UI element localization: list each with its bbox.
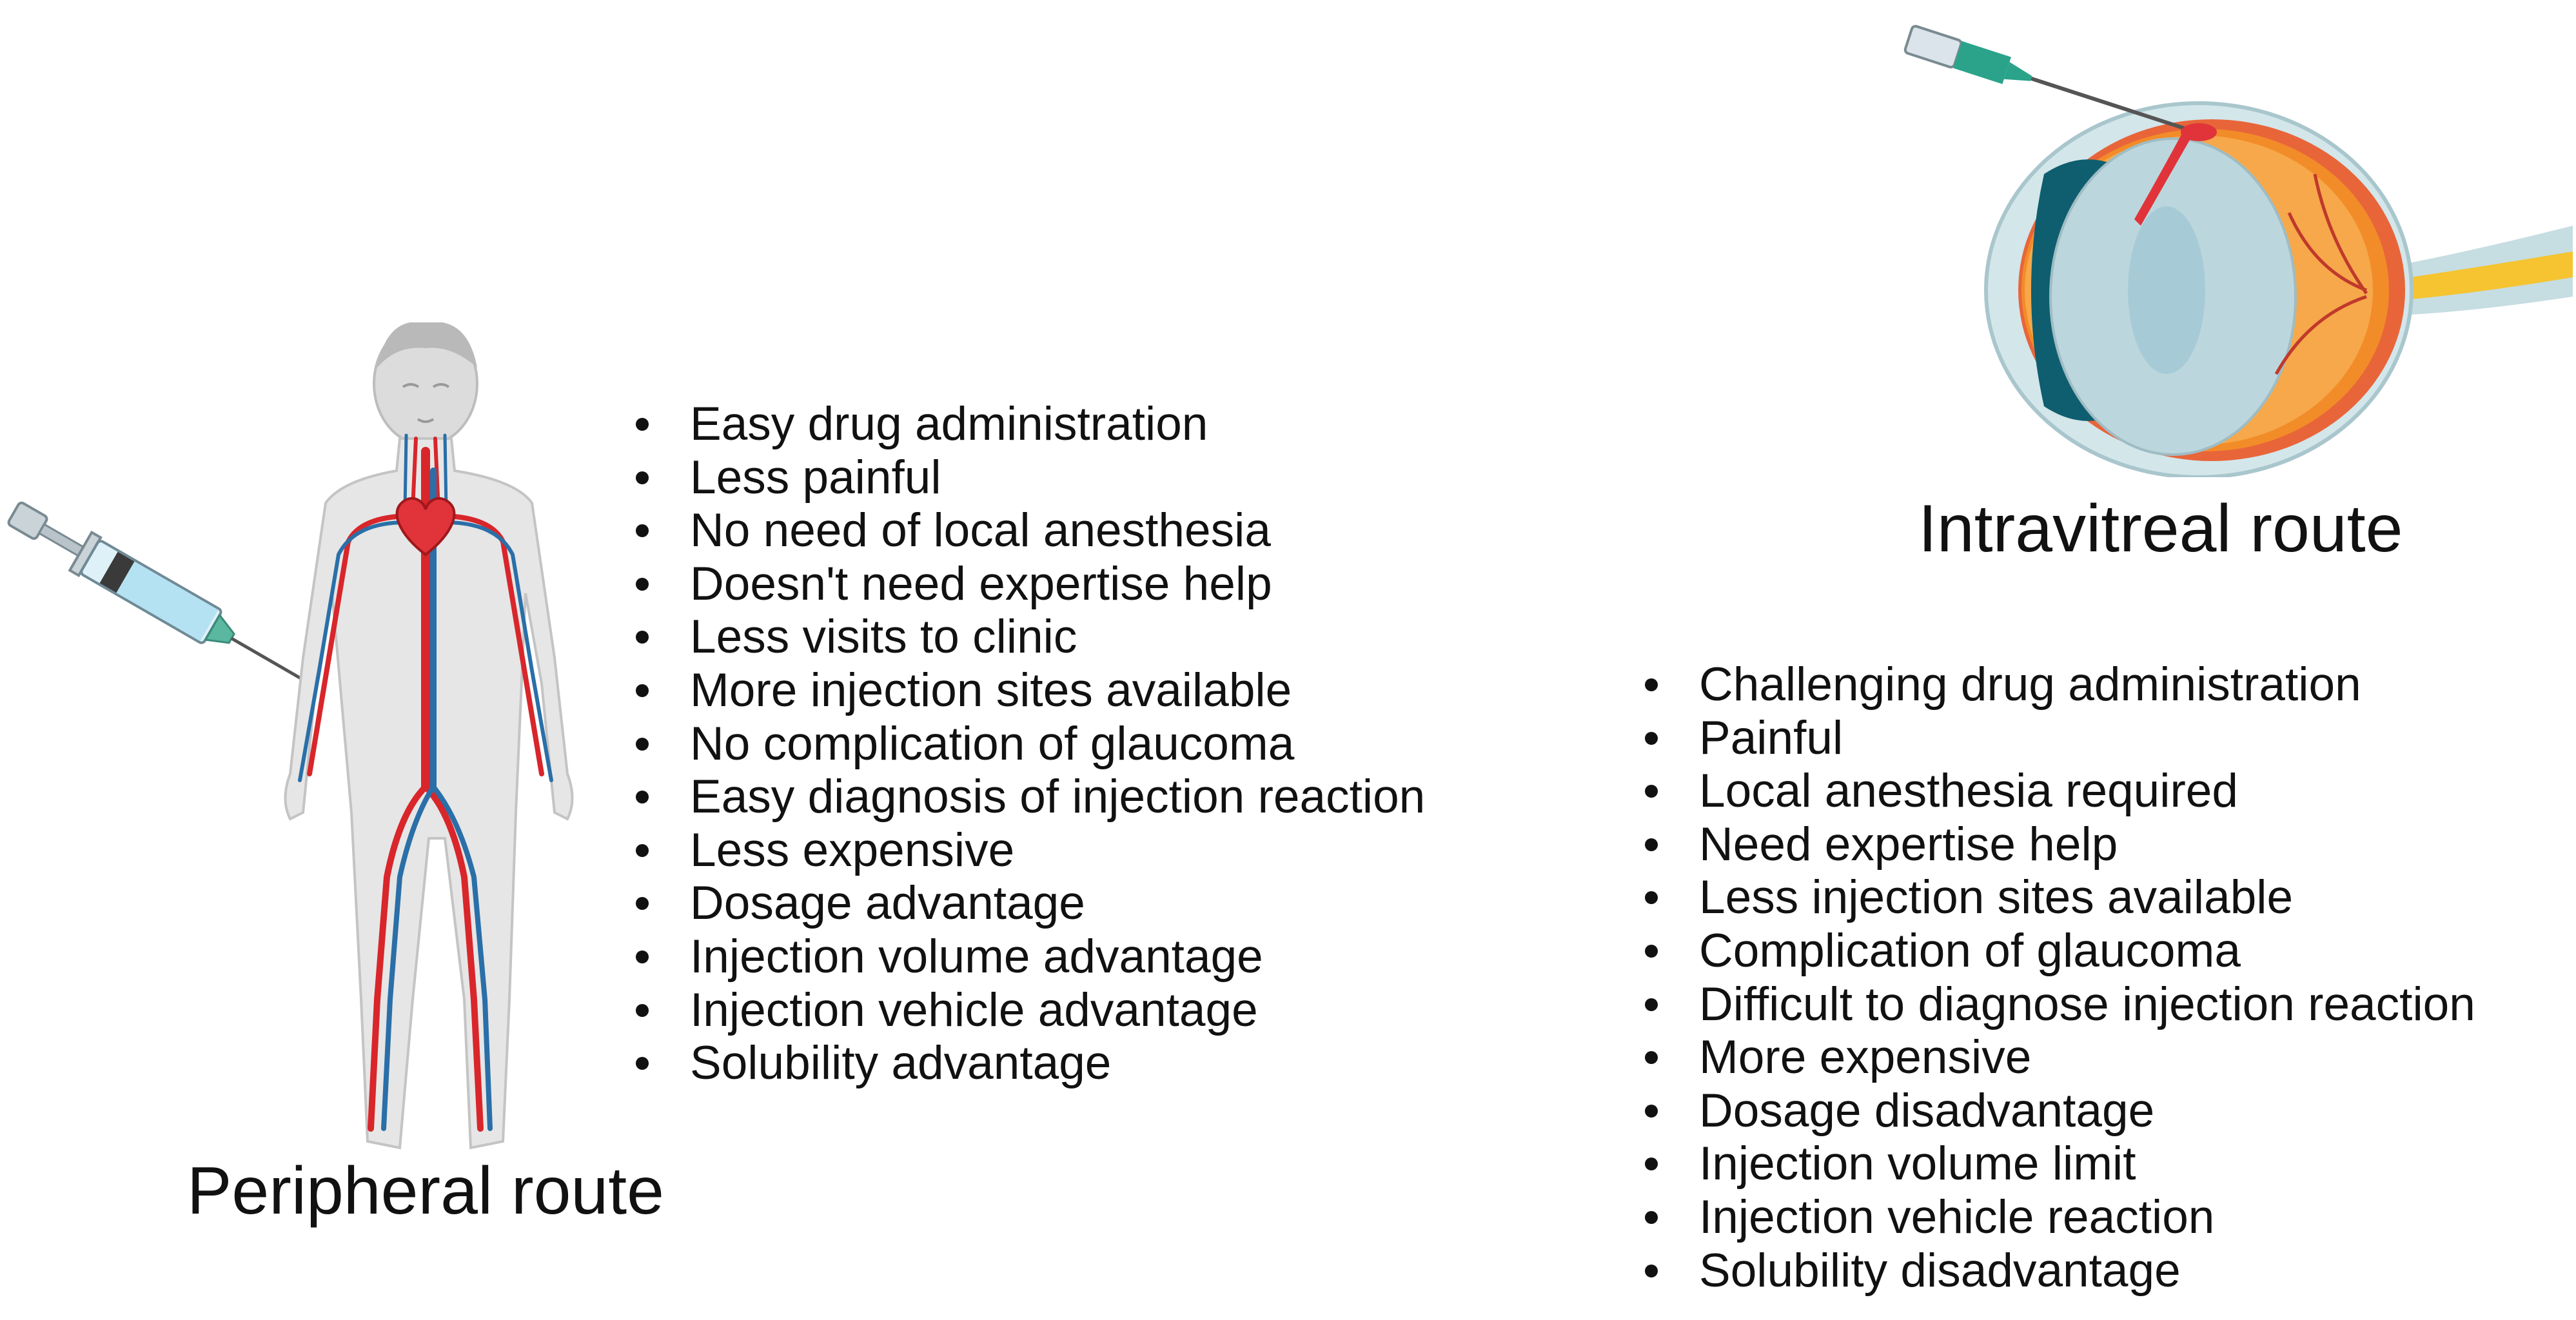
list-item: Local anesthesia required [1641,765,2475,818]
list-item: No complication of glaucoma [632,718,1425,771]
bullet [1645,945,1658,958]
bullet [636,897,649,910]
list-item: Solubility advantage [632,1037,1425,1090]
bullet [1645,1105,1658,1118]
list-item: Dosage advantage [632,877,1425,931]
bullet [636,951,649,963]
list-item: Dosage disadvantage [1641,1085,2475,1138]
intravitreal-route-points [1641,658,2475,1297]
bullet [1645,678,1658,691]
list-item: Injection vehicle advantage [632,984,1425,1038]
bullet [636,524,649,537]
list-item: More expensive [1641,1031,2475,1085]
bullet [636,738,649,751]
bullet [1645,1211,1658,1224]
list-item: Injection volume limit [1641,1138,2475,1191]
list-item: Difficult to diagnose injection reaction [1641,978,2475,1032]
bullet [636,418,649,431]
bullet [636,1057,649,1070]
list-item: Painful [1641,712,2475,765]
human-body-illustration [0,322,619,1161]
bullet [1645,1051,1658,1064]
bullet [636,578,649,591]
list-item: Doesn't need expertise help [632,558,1425,611]
bullet [636,844,649,857]
bullet [1645,998,1658,1011]
bullet [1645,1265,1658,1277]
list-item: Less painful [632,451,1425,505]
list-item: Less visits to clinic [632,611,1425,664]
bullet [1645,891,1658,904]
bullet [1645,785,1658,798]
list-item: Easy diagnosis of injection reaction [632,771,1425,824]
bullet [1645,1157,1658,1170]
list-item: Need expertise help [1641,818,2475,872]
list-item: Less injection sites available [1641,871,2475,925]
syringe-icon [3,494,320,703]
bullet [636,1004,649,1017]
bullet [1645,838,1658,851]
peripheral-route-points [632,398,1425,1090]
list-item: Complication of glaucoma [1641,925,2475,978]
eye-illustration [1889,13,2576,477]
list-item: Less expensive [632,824,1425,878]
list-item: Solubility disadvantage [1641,1245,2475,1298]
intravitreal-route-title: Intravitreal route [1918,491,2403,566]
list-item: Injection vehicle reaction [1641,1191,2475,1245]
bullet [636,631,649,644]
list-item: More injection sites available [632,664,1425,718]
list-item: Challenging drug administration [1641,658,2475,712]
list-item: No need of local anesthesia [632,504,1425,558]
bullet [636,471,649,484]
bullet [636,791,649,803]
bullet [636,684,649,697]
peripheral-route-title: Peripheral route [187,1154,664,1228]
list-item: Easy drug administration [632,398,1425,451]
bullet [1645,732,1658,745]
list-item: Injection volume advantage [632,931,1425,984]
